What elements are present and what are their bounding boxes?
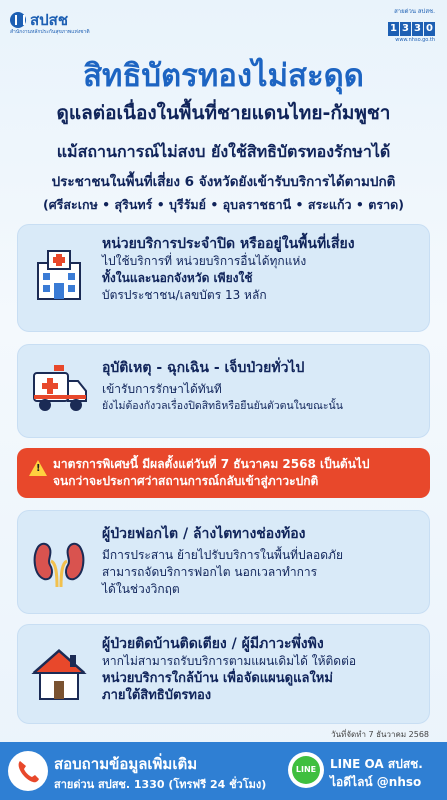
- alert-text: มาตรการพิเศษนี้ มีผลตั้งแต่วันที่ 7 ธันวาคม 2568 เป็นต้นไป: [53, 457, 370, 471]
- page-subtitle: ดูแลต่อเนื่องในพื้นที่ชายแดนไทย-กัมพูชา: [56, 102, 391, 124]
- info-card-dialysis: [17, 510, 430, 614]
- hospital-icon: [30, 245, 88, 303]
- info-card-hospital: [17, 224, 430, 332]
- hotline-digit: 3: [412, 22, 423, 36]
- line-oa-label: LINE OA สปสช.: [330, 757, 423, 771]
- footer: [0, 742, 447, 800]
- logo-text: สปสช: [30, 11, 69, 29]
- issue-date: วันที่จัดทำ 7 ธันวาคม 2568: [331, 730, 429, 739]
- card-text: ภายใต้สิทธิบัตรทอง: [102, 688, 212, 703]
- card-text: มีการประสาน ย้ายไปรับบริการในพื้นที่ปลอดภัย: [102, 548, 343, 562]
- page-title: สิทธิบัตรทองไม่สะดุด: [83, 58, 364, 94]
- line-badge: LINE: [292, 756, 320, 784]
- hotline-caption: สายด่วน สปสช.: [394, 8, 435, 15]
- logo-subtitle: สำนักงานหลักประกันสุขภาพแห่งชาติ: [10, 29, 90, 35]
- card-heading: หน่วยบริการประจำปิด หรืออยู่ในพื้นที่เสี่ยง: [102, 236, 355, 252]
- intro-line: แม้สถานการณ์ไม่สงบ ยังใช้สิทธิบัตรทองรักษาได้: [56, 142, 391, 161]
- header: [0, 0, 447, 48]
- hotline-digit: 3: [400, 22, 411, 36]
- card-heading: ผู้ป่วยติดบ้านติดเตียง / ผู้มีภาวะพึ่งพิง: [102, 636, 324, 652]
- province-list: (ศรีสะเกษ • สุรินทร์ • บุรีรัมย์ • อุบลราชธานี • สระแก้ว • ตราด): [43, 197, 404, 212]
- card-text: ได้ในช่วงวิกฤต: [102, 582, 180, 596]
- phone-icon: [8, 751, 48, 791]
- hotline-badge: [388, 6, 435, 43]
- footer-hotline[interactable]: สายด่วน สปสช. 1330 (โทรฟรี 24 ชั่วโมง): [54, 778, 267, 791]
- hotline-digit: 0: [424, 22, 435, 36]
- kidney-icon: [30, 533, 88, 591]
- home-icon: [30, 647, 88, 701]
- card-text: บัตรประชาชน/เลขบัตร 13 หลัก: [102, 288, 267, 302]
- card-heading: อุบัติเหตุ - ฉุกเฉิน - เจ็บป่วยทั่วไป: [102, 360, 305, 376]
- info-card-homebound: [17, 624, 430, 724]
- card-text: ทั้งในและนอกจังหวัด เพียงใช้: [102, 271, 253, 285]
- footer-title: สอบถามข้อมูลเพิ่มเติม: [54, 755, 198, 773]
- hotline-digit: 1: [388, 22, 399, 36]
- card-text: เข้ารับการรักษาได้ทันที: [102, 382, 222, 396]
- card-text: หากไม่สามารถรับบริการตามแผนเดิมได้ ให้ติดต่อ: [102, 654, 357, 668]
- card-text: ยังไม่ต้องกังวลเรื่องปิดสิทธิหรือยืนยันตัวตนในขณะนั้น: [102, 400, 343, 412]
- card-heading: ผู้ป่วยฟอกไต / ล้างไตทางช่องท้อง: [102, 526, 306, 542]
- line-id[interactable]: ไอดีไลน์ @nhso: [330, 775, 422, 789]
- alert-banner: [17, 448, 430, 498]
- card-text: หน่วยบริการใกล้บ้าน เพื่อจัดแผนดูแลใหม่: [102, 671, 333, 686]
- alert-text: จนกว่าจะประกาศว่าสถานการณ์กลับเข้าสู่ภาวะปกติ: [53, 474, 319, 488]
- intro-line: ประชาชนในพื้นที่เสี่ยง 6 จังหวัดยังเข้ารับบริการได้ตามปกติ: [51, 174, 396, 190]
- info-card-emergency: [17, 344, 430, 438]
- logo-icon: [10, 12, 26, 28]
- hotline-number: [388, 22, 435, 36]
- warning-icon: [29, 460, 47, 476]
- card-text: สามารถจัดบริการฟอกไต นอกเวลาทำการ: [102, 565, 318, 579]
- website-url: www.nhso.go.th: [395, 37, 435, 43]
- ambulance-icon: [30, 363, 90, 417]
- line-icon[interactable]: [288, 752, 324, 788]
- card-text: ไปใช้บริการที่ หน่วยบริการอื่นได้ทุกแห่ง: [102, 254, 307, 268]
